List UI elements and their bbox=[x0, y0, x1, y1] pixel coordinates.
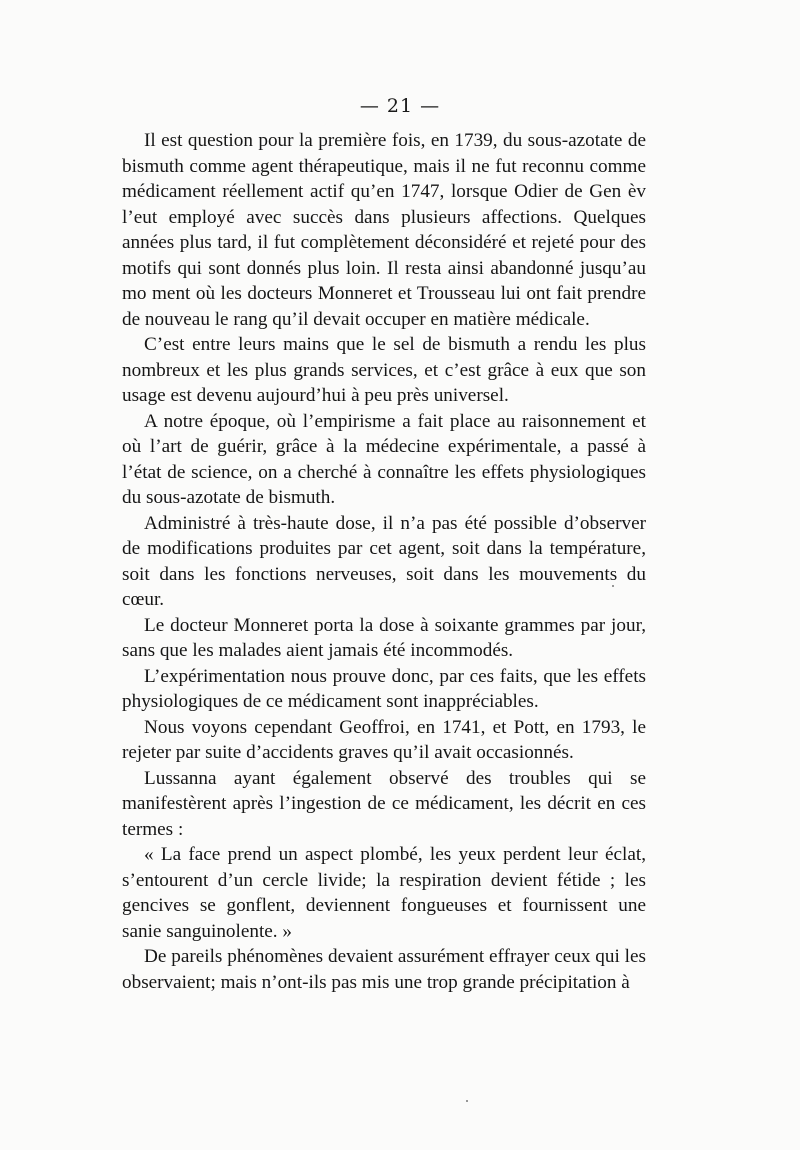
page-number: — 21 — bbox=[359, 95, 441, 117]
paragraph: Il est question pour la première fois, en 1739, du sous-azotate de bismuth comme agent thérapeutique, mais il ne fut reconnu comme médicament réellement actif qu’en 1747, lorsque Odier de Gen èv l’eut employé avec succès dans plusieurs affections. Quelques années plus tard, il fut complètement déconsidéré et rejeté pour des motifs qui sont donnés plus loin. Il resta ainsi abandonné jusqu’au mo ment où les docteurs Monneret et Trousseau lui ont fait prendre de nouveau le rang qu’il devait occuper en matière médicale. bbox=[122, 130, 646, 330]
paragraph: Le docteur Monneret porta la dose à soixante grammes par jour, sans que les malades aient jamais été incommodés. bbox=[122, 614, 646, 661]
paragraph: Administré à très-haute dose, il n’a pas été possible d’observer de modifications produites par cet agent, soit dans la température, soit dans les fonctions nerveuses, soit dans les mouvements du cœur. bbox=[122, 512, 646, 610]
paragraph: A notre époque, où l’empirisme a fait place au raisonnement et où l’art de guérir, grâce à la médecine expérimentale, a passé à l’état de science, on a cherché à connaître les effets physiologiques du sous-azotate de bismuth. bbox=[122, 410, 646, 508]
paragraph: Nous voyons cependant Geoffroi, en 1741, et Pott, en 1793, le rejeter par suite d’accidents graves qu’il avait occasionnés. bbox=[122, 716, 646, 763]
body-text bbox=[122, 128, 646, 995]
paragraph: L’expérimentation nous prouve donc, par ces faits, que les effets physiologiques de ce médicament sont inappréciables. bbox=[122, 665, 646, 712]
paper-speck bbox=[466, 1100, 468, 1102]
paragraph: C’est entre leurs mains que le sel de bismuth a rendu les plus nombreux et les plus grands services, et c’est grâce à eux que son usage est devenu aujourd’hui à peu près universel. bbox=[122, 334, 646, 406]
paper-speck bbox=[612, 585, 614, 587]
paragraph: Lussanna ayant également observé des troubles qui se manifestèrent après l’ingestion de ce médicament, les décrit en ces termes : bbox=[122, 767, 646, 840]
paragraph: De pareils phénomènes devaient assurément effrayer ceux qui les observaient; mais n’ont-ils pas mis une trop grande précipitation à bbox=[122, 946, 646, 993]
paragraph: « La face prend un aspect plombé, les yeux perdent leur éclat, s’entourent d’un cercle livide; la respiration devient fétide ; les gencives se gonflent, deviennent fongueuses et fournissent une sanie sanguinolente. » bbox=[122, 844, 646, 942]
